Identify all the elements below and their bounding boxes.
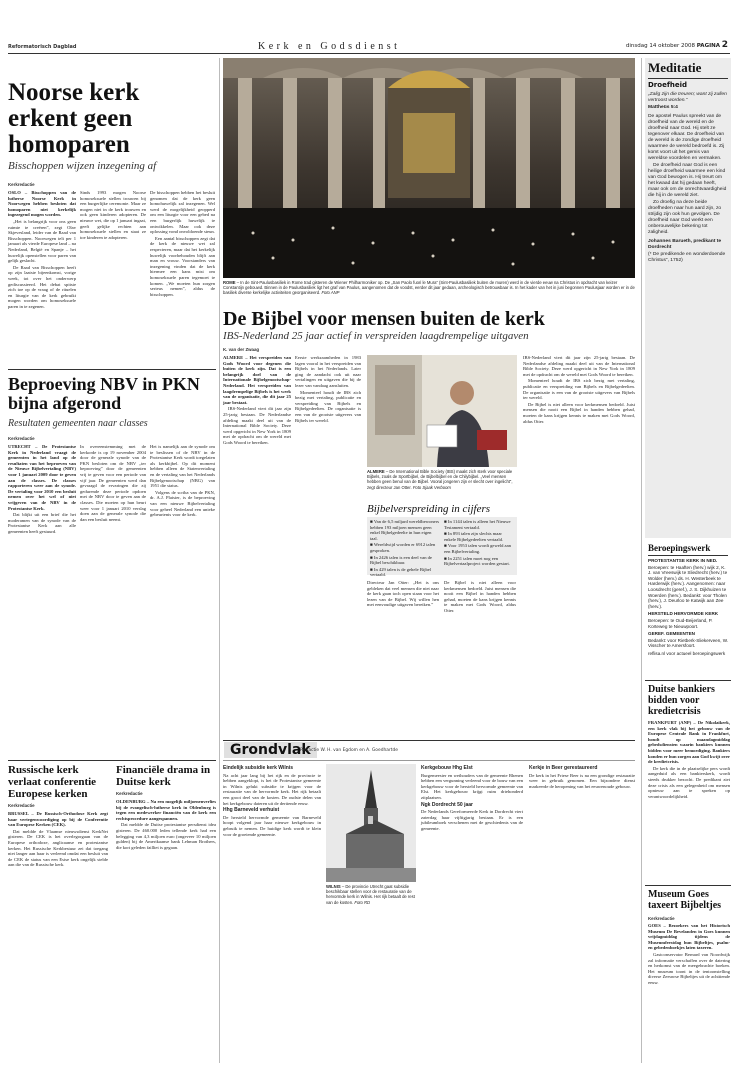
wilnis-caption-text: – De provincie Utrecht gaat subsidie beschikbaar stellen voor de restauratie van de hervormde kerk in Wilnis. Het rijk betaalt de rest van de kosten. [326,884,415,905]
rome-caption-place: ROME [223,280,236,285]
grondvlak-title: Grondvlak [224,742,317,758]
section-title: Kerk en Godsdienst [258,41,401,52]
rome-basilica-illustration [223,58,635,278]
meditatie-quote: „Zalig zijn die treuren; want zij zullen vertroost worden.” [648,92,727,103]
bible-paragraph: Momenteel houdt de IBS zich bezig met vertaling, publicatie en verspreiding van Bijbels en Bijbelgedeelten. De organisatie is een van de grootste uitgevers van Bijbels ter wereld. [295,389,361,423]
beroepingswerk-section-title: GEREF. GEMEENTEN [648,631,695,637]
ibs-caption-credit: Foto Sjaak Verboom [412,484,451,490]
grondvlak-top-rule [223,740,635,741]
figure-item: ■ In 1144 talen is alleen het Nieuwe Testament vertaald. [444,519,511,530]
nbv-col-1 [8,444,76,754]
duitse-text: De kerk die in de plaatselijke pers wordt aangeduid als een bankierskerk, wordt steeds drukker bezocht. De predikant ziet deze crisis als een gelegenheid om mensen opnieuw aan te spreken op verantwoordelijkheid. [648,765,730,799]
museum-text: Gastconservator Bernard van Noordwijk zal informatie verschaffen over de datering en herkomst van de meegebrachte boeken. Het museum toont in de tentoonstelling diverse Zeeuwse Bijbeltjes uit de achttiende eeuw. [648,951,730,985]
nbv-col-3 [150,444,215,754]
lead-subheadline: Bisschoppen wijzen inzegening af [8,160,157,172]
russian-body [8,811,108,1061]
russian-byline: Kerkredactie [8,803,35,808]
figures-col-1 [370,519,440,578]
meditatie-body [648,92,728,532]
column-separator [219,58,220,1063]
lead-col-2 [80,190,146,365]
ibs-caption-text: – De International Bible Society (IBS) maakt zich sterk voor speciale Bijbels, zoals de Sportbijbel, de Bijbelbijbel en de Chilybijbel. „Veel mensen hebben geen benul van de Bijbel. Vooral jongeren zijn er slecht over ingelicht”, zegt directeur Jan Otter. [367,469,513,490]
bible-paragraph: Directeur Jan Otter: „Het is ons gebleken dat veel mensen die niet naar de kerk gaan toch open staan voor het lezen van de Bijbel. Wij willen hen met eenvoudige uitgaven bereiken.” [367,580,439,608]
meditatie-source: (* De predikende en wonderdoende Christus”, 1752) [648,252,726,263]
meditatie-paragraph: Zo droefig na deze beide droefheden naar hun aard zijn, zo strijdig zijn ook hun gevolgen. De droefheid naar God werkt een onberouwelijke bekering tot zaligheid. [648,200,722,235]
lead-intro: OSLO – Bisschoppen van de lutherse Noorse Kerk in Noorwegen hebben besloten dat homoparen niet kerkelijk ingezegend mogen worden. [8,190,76,218]
beroepingswerk-section-text: Bedankt: voor Rietberk-Sliekerveen, W. Visscher te Amersfoort. [648,637,729,649]
meditatie-rule [648,78,728,79]
grondvlak-item-text: Burgemeester en wethouders van de gemeente Rhenen hebben een vergunning verleend voor de bouw van een kerkgebouw voor de hersteld hervormde gemeente van Elst. Het kerkgebouw krijgt ruim driehonderd zitplaatsen. [421,772,523,800]
rome-photo-caption [223,280,635,302]
museum-byline: Kerkredactie [648,916,675,921]
museum-intro: GOES – Bezoekers van het Historisch Museum De Bevelanden in Goes kunnen vrijdagmiddag tijdens de Museumfeestdag hun Bijbeltjes, psalm- en gebedenboekjes laten taxeren. [648,923,730,951]
lead-paragraph: Een aantal bisschoppen zegt dat de kerk de nieuwe wet zal respecteren, maar dat het kerkelijk huwelijk voorbehouden blijft aan man en vrouw. Voorstanders van inzegening vinden dat de kerk hiermee een kans mist om homoseksuele paren tegemoet te komen. „We moeten hun zorgen serieus nemen”, aldus de bisschoppen. [150,235,215,297]
nbv-byline: Kerkredactie [8,436,35,441]
nbv-paragraph: Dat blijkt uit een brief die het moderamen van de synode van de Protestantse Kerk aan alle gemeenten heeft gestuurd. [8,512,76,534]
duitse-headline: Duitse bankiers bidden voor kredietcrisis [648,684,715,717]
wilnis-caption-place: WILNIS [326,884,341,889]
financial-text: Dat meldde de Duitse protestantse persdienst idea gisteren. De 460.000 leden tellende kerk had een belegging van 4,3 miljoen euro (ongeveer 10 miljoen gulden) bij de Amerikaanse bank Lehman Brothers, die kort geleden failliet is gegaan. [116,822,216,850]
museum-body [648,923,730,1063]
figure-item: ■ Voor 1953 talen wordt geweld aan een Bijbelvertaling. [444,543,511,554]
beroepingswerk-section-text: Beroepen: te Haaften (herv.) wijk 2, K. J. van Vreeswijk te Sliedrecht (herv.) te Wolder (herv.) ds. H. Westerbeek te Harderwijk (herv.). Aangenomen: naar Loosdrecht (geref.), J. S. Dijkhuizen te Woerden (herv.). Bedankt: voor Tholen (herv.), J. Deurloo te Katwijk aan Zee (herv.). [648,564,728,609]
grondvlak-item-text: De hersteld hervormde gemeente van Barneveld hoopt volgend jaar haar nieuwe kerkgebouw in gebruik te nemen. De huidige kerk wordt te klein voor de groeiende gemeente. [223,814,321,837]
museum-rule [645,885,731,886]
grondvlak-item-text: De Nederlands Gereformeerde Kerk in Dordrecht viert zaterdag haar vijftigjarig bestaan. Er is een jubileumboek verschenen met de geschiedenis van de gemeente. [421,809,523,831]
bible-paragraph: De Bijbel is niet alleen voor kerkmensen bedoeld. Juist mensen die nooit een Bijbel in handen hebben gehad, moeten de kans krijgen kennis te maken met Gods Woord, aldus Otter. [523,401,635,424]
lead-byline: Kerkredactie [8,182,35,187]
ibs-director-photo [367,355,517,467]
grondvlak-col-1 [223,764,321,1064]
grondvlak-item-text: Na acht jaar lang bij het rijk en de provincie te hebben aangeklopt, is het de Protestantse gemeente in Wilnis gelukt subsidie te krijgen voor de restauratie van de hervormde kerk. Het rijk betaalt een groot deel van de kosten. De oudste delen van het kerkgebouw dateren uit de dertiende eeuw. [223,772,321,806]
figures-title: Bijbelverspreiding in cijfers [367,503,491,515]
grondvlak-editor: Redactie W. H. van Egdom en A. Goedhartde [300,748,398,753]
meditatie-reference: Mattheüs 5:4 [648,105,678,110]
bible-col-4 [444,580,516,735]
nbv-subheadline: Resultaten gemeenten naar classes [8,418,148,429]
figure-item: ■ In 2426 talen is een deel van de Bijbel beschikbaar. [370,554,432,566]
russian-headline: Russische kerk verlaat conferentie Europese kerken [8,764,97,800]
bible-col-1 [223,355,291,735]
column-separator [641,58,642,1063]
financial-intro: OLDENBURG – Na een mogelijk miljoenenverlies bij de evangelisch-lutherse kerk in Oldenburg is tegen een medewerker financiën van de kerk een rechtsprocedure aangespannen. [116,799,216,821]
grondvlak-col-3 [529,764,635,1064]
lead-paragraph: De bisschoppen hebben het besluit genomen dat de kerk geen homohuwelijk zal inzegenen. Wel werd de mogelijkheid geopperd om een liturgie voor een gebed na een burgerlijk huwelijk te ontwikkelen. Maar ook deze oplossing vond onvoldoende steun. [150,190,215,235]
grondvlak-item-title: Kerkje in Beer gerestaureerd [529,765,598,771]
beroepingswerk-rule [648,555,728,556]
duitse-intro: FRANKFURT (ANP) – De Nikolaikerk, een kerk vlak bij het gebouw van de Europese Centrale Bank in Frankfurt, houdt op maandagmiddag gebedsdiensten waarin bankiers kunnen bidden voor meer bemoediging. Bankiers konden er hun zorgen aan God kwijt over de kredietcrisis. [648,720,730,765]
wilnis-church-photo [326,764,416,882]
russian-text: Dat meldde de Vlaamse nieuwsdienst KerkNet gisteren. De CEK is het overlegorgaan van de Europese orthodoxe, anglicaanse en protestantse kerken. Het Russische Kerkbestuur zei dat toegang niet langer aan haar is verleend omdat een besluit van de CEK de status van een Estse kerk ongelijk stelde aan die van de Russische kerk. [8,828,108,868]
beroepingswerk-section-text: Beroepen: te Oud-Beijerland, P. Korteweg te Nieuwpoort. [648,617,713,629]
meditatie-paragraph: De droefheid naar God is een heilige droefheid waarmee een kind van God bewogen is. Hij treurt om het kwaad dat hij gedaan heeft, maar ook om de onrechtvaardigheid die hij in de wereld ziet. [648,163,727,198]
rome-caption-credit: Foto ANP [321,290,340,296]
duitse-rule [645,680,731,681]
grondvlak-item-title: Kerkgebouw Hhg Elst [421,765,473,771]
meditatie-heading: Meditatie [648,60,702,75]
rome-basilica-photo [223,58,635,278]
lead-paragraph: De Raad van Bisschoppen heeft op zijn laatste bijeenkomst, vorige week, tot over het onderwerp gediscussieerd. Het debat spitste zich toe op de vraag of de rituelen en liturgie van de kerk gebruikt mogen worden om homoseksuele paren in te zegenen. [8,264,76,309]
figure-item: ■ In 893 talen zijn slechts maar enkele Bijbelgedeelten vertaald. [444,531,504,542]
divider-nbv [8,369,216,370]
bible-headline: De Bijbel voor mensen buiten de kerk [223,308,545,330]
ibs-director-illustration [367,355,517,467]
ibs-caption-place: ALMERE [367,469,385,474]
wilnis-church-illustration [326,764,416,882]
grondvlak-item-title: Ngk Dordrecht 50 jaar [421,801,473,808]
meditatie-title: Droefheid [648,81,688,89]
bible-paragraph: IBS-Nederland viert dit jaar zijn 25-jarig bestaan. De Nederlandse afdeling maakt deel uit van de International Bible Society. Deze werd opgericht in New York in 1809 met de opdracht om de wereld met Gods Woord te bereiken. [223,406,291,445]
bible-col-3 [367,580,439,735]
page-date: dinsdag 14 oktober 2008 [625,43,696,49]
nbv-headline: Beproeving NBV in PKN bijna afgerond [8,374,200,413]
bible-col-2 [295,355,361,735]
financial-body [116,799,216,1061]
header-rule [8,53,730,54]
nbv-paragraph: In overeenstemming met de kerkorde is op 19 november 2004 door de generale synode van de PKN besloten om de NBV „ter beproeving” door de gemeenten vrij te geven voor een periode van vijf jaar. De gemeenten werd dan gevraagd de ervaringen die zij gedurende deze periode opdoen met de NBV door te geven aan de classes. Die moeten op hun beurt weer voor 1 januari 2010 verslag doen aan de generale synode die dan een besluit neemt. [80,444,146,522]
page-number: 2 [721,40,728,50]
bible-paragraph: Eerste werkzaamheden in 1983 lagen vooral in het verspreiden van Bijbels in het Nederlands. Later ging de aandacht ook uit naar vertalingen en uitgaven die bij de lezer van vandaag aansluiten. [295,355,361,388]
page-date-number [626,40,728,50]
grondvlak-col-2 [421,764,523,1064]
grondvlak-item-title: Hhg Barneveld verhuist [223,807,280,814]
beroepingswerk-section-title: HERSTELD HERVORMDE KERK [648,611,719,617]
lead-paragraph: Sinds 1993 mogen Noorse homoseksuele stellen trouwen bij een burgerlijke ceremonie. Maar ze mogen niet in de kerk trouwen en ook geen kinderen adopteren. De nieuwe wet, die op 1 januari ingaat, geeft gelijke rechten aan homoseksuele stellen en staat ze toe kinderen te adopteren. [80,190,146,240]
bible-paragraph: Momenteel houdt de IBS zich bezig met vertaling, publicatie en verspreiding van Bijbels en Bijbelgedeelten. De organisatie is een van de grootste uitgevers van Bijbels ter wereld. [523,378,635,401]
russian-intro: BRUSSEL – De Russisch-Orthodoxe Kerk zegt haar vertegenwoordiging op bij de Conferentie van Europese Kerken (CEK). [8,811,108,828]
grondvlak-sub-rule [223,760,635,761]
page-label: PAGINA [696,43,720,49]
beroepingswerk-footer[interactable]: reflisa.nl voor actueel beroepingswerk [648,650,726,656]
nbv-col-2 [80,444,146,754]
figures-col-2 [444,519,514,574]
bible-paragraph: De Bijbel is niet alleen voor kerkmensen bedoeld. Juist mensen die nooit een Bijbel in handen hebben gehad, moeten de kans krijgen kennis te maken met Gods Woord, aldus Otter. [444,580,516,613]
meditatie-paragraph: De apostel Paulus spreekt van de droefheid van de wereld en de droefheid naar God. Hij stelt ze tegenover elkaar. De droefheid van de wereld is de zondige droefheid waarmee de wereld bedroefd is. Zij komt voort uit het gemis van wereldse voordelen en vermaken. [648,114,725,161]
duitse-body [648,720,730,880]
nbv-paragraph: Het is namelijk aan de synode om te beslissen of de NBV in de Protestantse Kerk wordt toegelaten als kerkbijbel. Op dit moment hebben alleen de Statenvertaling en de vertaling van het Nederlands Bijbelgenootschap (NBG) van 1951 die status. [150,444,215,489]
wilnis-photo-caption [326,884,416,924]
figure-item: ■ In 2251 talen moet nog een Bijbelvertaalproject worden gestart. [444,555,510,567]
bible-col-5 [523,355,635,735]
lead-col-3 [150,190,215,365]
grondvlak-item-title: Eindelijk subsidie kerk Wilnis [223,765,293,771]
figure-item: ■ In 429 talen is de gehele Bijbel vertaald. [370,566,432,578]
beroepingswerk-section-title: PROTESTANTSE KERK IN NED. [648,558,718,563]
grondvlak-item-text: De kerk in het Friese Beer is na een grondige restauratie weer in gebruik genomen. Een bijzondere dienst markeerde de heropening van het eeuwenoude gebouw. [529,772,635,789]
financial-byline: Kerkredactie [116,791,143,796]
figure-item: ■ Wereldwijd worden er 6912 talen gesproken. [370,542,436,553]
beroepingswerk-heading: Beroepingswerk [648,543,711,553]
wilnis-caption-credit: Foto RD [354,899,371,905]
meditatie-author: Johannes Barueth, predikant te Dordrecht [648,239,722,250]
financial-headline: Financiële drama in Duitse kerk [116,764,211,788]
lead-paragraph: „Het is belangrijk voor ons geen ruimte te creëren”, zegt Olav Skjevesland, leider van de Raad van Bisschoppen. Noorwegen telt per 1 januari als vierde Europese land – na Nederland, België en Spanje – het huwelijk openstellen voor paren van gelijk geslacht. [8,218,76,264]
figure-item: ■ Van de 6,5 miljard wereldbewoners hebben 193 miljoen mensen geen enkel Bijbelgedeelte in hun eigen taal. [370,519,440,541]
bible-subheadline: IBS-Nederland 25 jaar actief in verspreiden laagdrempelige uitgaven [223,330,529,342]
bible-paragraph: IBS-Nederland viert dit jaar zijn 25-jarig bestaan. De Nederlandse afdeling maakt deel uit van de International Bible Society. Deze werd opgericht in New York in 1809 met de opdracht om de wereld met Gods Woord te bereiken. [523,355,635,377]
nbv-intro: UTRECHT – De Protestantse Kerk in Nederland vraagt de gemeenten in het land op de resultaten van het beproeven van de Nieuwe Bijbelvertaling (NBV) voor 1 januari 2009 door te geven aan de classes. De classes rapporteren weer aan de synode. De vertaling voor 2010 een besluit nemen over het wel of niet vrijgeven van de NBV in de Protestantse Kerk. [8,444,76,511]
lead-col-1 [8,190,76,365]
bible-byline: K. van der Zwaag [223,347,260,352]
bible-intro: ALMERE – Het verspreiden van Gods Woord voor degenen die buiten de kerk zijn. Dat is een belangrijk doel van de Internationale Bijbelgenootschap-Nederland. Het verspreiden van laagdrempelige Bijbels is het werk van de organisatie, die dit jaar 25 jaar bestaat. [223,355,291,405]
masthead-paper-name: Reformatorisch Dagblad [8,44,77,50]
rome-caption-text: – In de Sint-Paulusbasiliek in Rome trad gisteren de Wiener Philharmoniker op. De „San Paolo fuori le Mura” (Sint-Paulusbasiliek buiten de muren) werd in de vierde eeuw na Christus in opdracht van keizer Constantijn gebouwd. Binnen in de Paulusbasiliek ligt het graf van Paulus, aangenomen dat de voodst, eerder dit jaar gedaan, archeologisch betrouwbaar is. In het kader van het in juni begonnen Paulusjaar worden er in de basiliek diverse kerkelijke activiteiten georganiseerd. [223,280,635,296]
nbv-paragraph: Volgens de scriba van de PKN, dr. A.J. Plaisier, is de beproeving van een nieuwe Bijbelvertaling voor geheel Nederland een unieke gebeurtenis voor de kerk. [150,489,215,518]
beroepingswerk-body [648,558,730,678]
divider-bottom-left [8,760,216,761]
museum-headline: Museum Goes taxeert Bijbeltjes [648,889,722,911]
ibs-photo-caption [367,469,517,499]
lead-headline: Noorse kerk erkent geen homoparen [8,79,140,158]
